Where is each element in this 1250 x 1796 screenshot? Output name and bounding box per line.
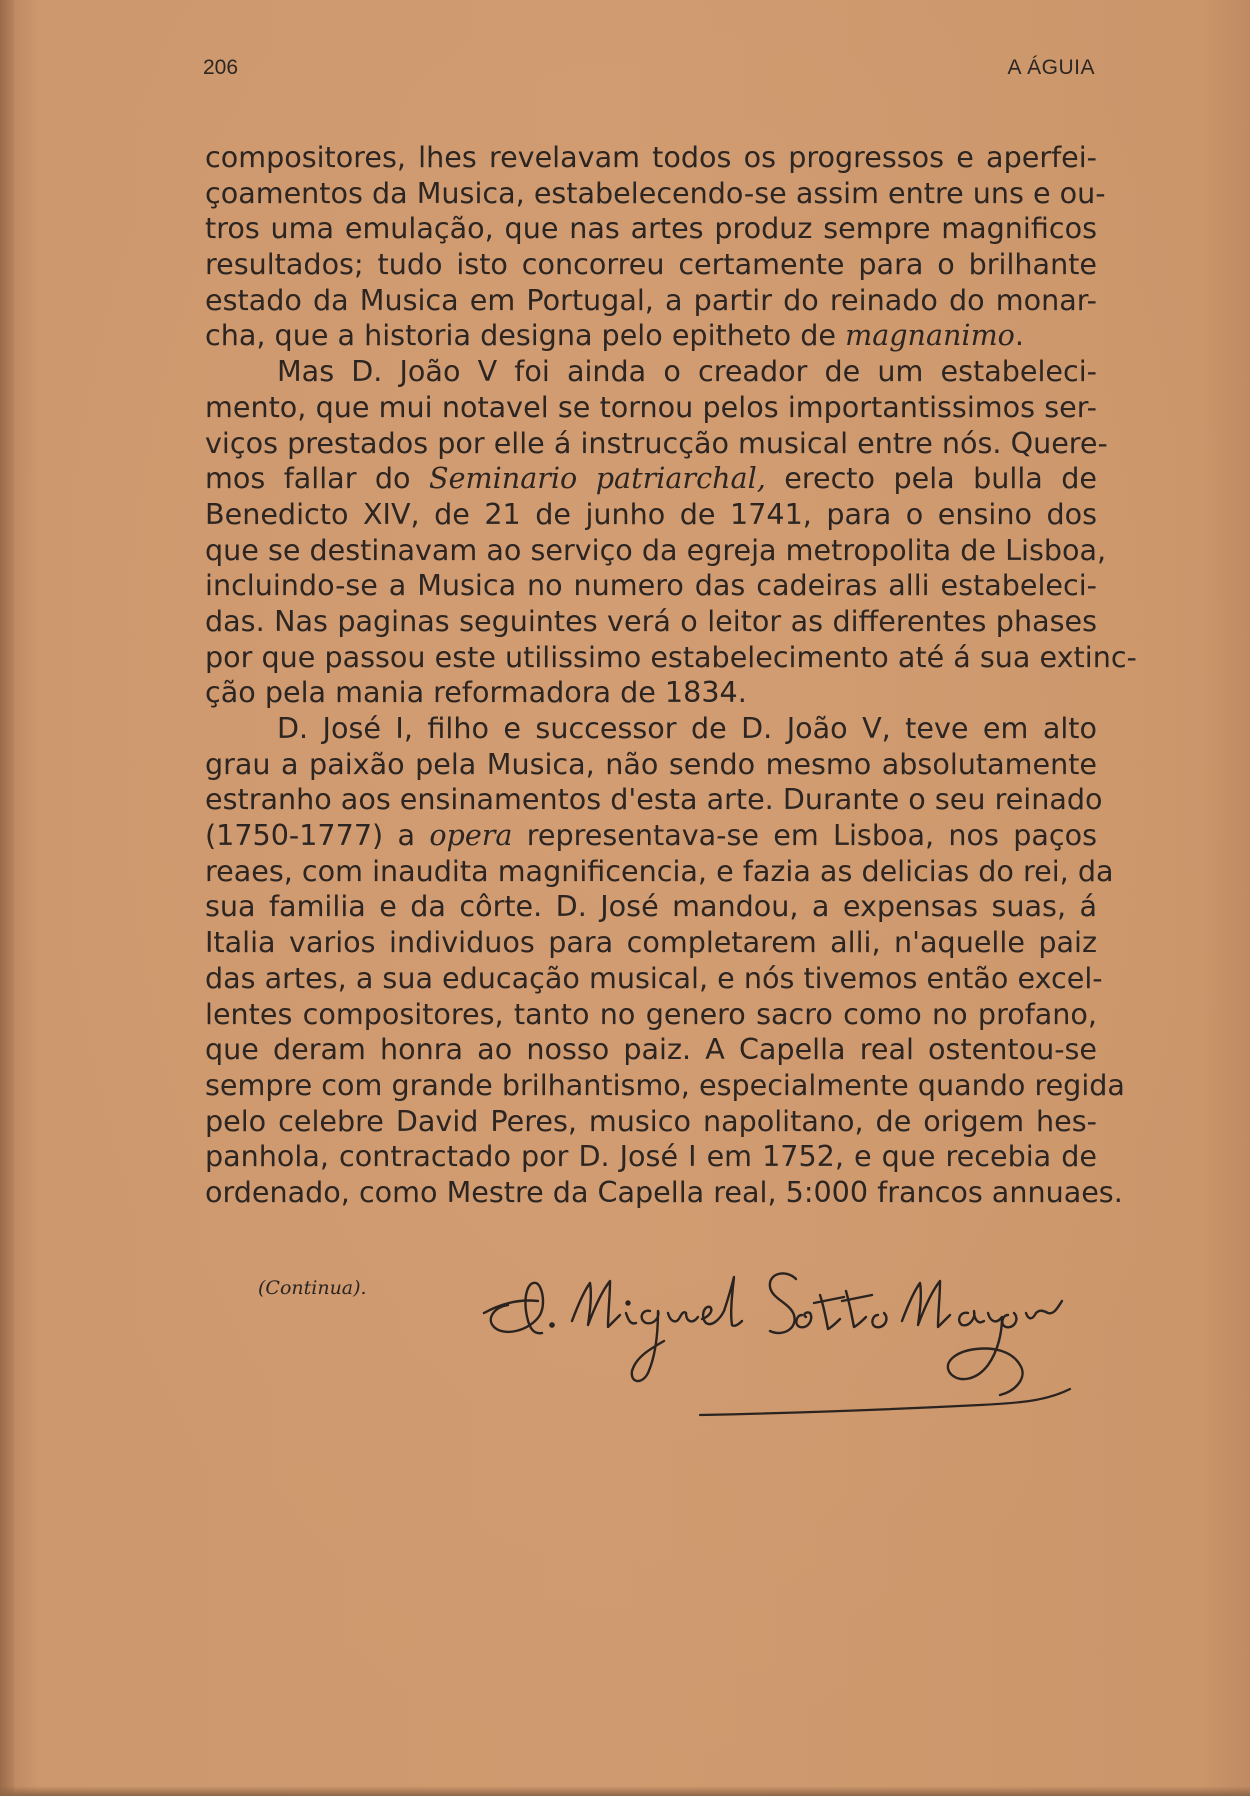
text-line: que deram honra ao nosso paiz. A Capella real ostentou-se — [205, 1032, 1097, 1067]
continua-note: (Continua). — [258, 1277, 367, 1299]
page-number: 206 — [203, 56, 239, 79]
text-line: compositores, lhes revelavam todos os progressos e aperfei- — [205, 140, 1097, 174]
body-text — [205, 140, 1137, 1211]
text-line: D. José I, filho e successor de D. João V, teve em alto — [277, 711, 1097, 745]
italic-word: magnanimo — [845, 318, 1015, 353]
page-edge-shadow — [0, 0, 14, 1796]
text-line: viços prestados por elle á instrucção musical entre nós. Quere- — [205, 425, 1108, 460]
text-line: por que passou este utilissimo estabelecimento até á sua extinc- — [205, 639, 1137, 674]
text-line: panhola, contractado por D. José I em 1752, e que recebia de — [205, 1139, 1097, 1174]
text-line: Mas D. João V foi ainda o creador de um estabeleci- — [277, 354, 1097, 389]
text-line: estado da Musica em Portugal, a partir do reinado do monar- — [205, 282, 1097, 317]
text-line: tros uma emulação, que nas artes produz sempre magnificos — [205, 211, 1097, 246]
page-bottom-shadow — [0, 1786, 1250, 1796]
text-line: sempre com grande brilhantismo, especialmente quando regida — [205, 1067, 1125, 1102]
text-line: reaes, com inaudita magnificencia, e fazia as delicias do rei, da — [205, 853, 1114, 888]
text-line — [205, 818, 1097, 854]
text-line: das. Nas paginas seguintes verá o leitor as differentes phases — [205, 603, 1097, 638]
text-line: ção pela mania reformadora de 1834. — [205, 675, 747, 710]
text-line: pelo celebre David Peres, musico napolitano, de origem hes- — [205, 1103, 1097, 1138]
text-line: ordenado, como Mestre da Capella real, 5:000 francos annuaes. — [205, 1174, 1123, 1209]
text-segment: . — [1014, 318, 1024, 353]
text-line — [205, 318, 1097, 354]
text-segment: cha, que a historia designa pelo epitheto de — [205, 318, 846, 353]
running-title: A ÁGUIA — [1007, 56, 1095, 79]
text-segment: representava-se em Lisboa, nos paços — [512, 818, 1097, 853]
text-line: Italia varios individuos para completarem alli, n'aquelle paiz — [205, 925, 1097, 960]
page-header — [203, 56, 1095, 86]
italic-word: opera — [429, 818, 513, 853]
handwritten-signature — [480, 1255, 1100, 1425]
text-line: çoamentos da Musica, estabelecendo-se assim entre uns e ou- — [205, 175, 1106, 210]
text-segment: (1750-1777) a — [205, 818, 430, 853]
text-line: estranho aos ensinamentos d'esta arte. Durante o seu reinado — [205, 782, 1103, 817]
text-line: lentes compositores, tanto no genero sacro como no profano, — [205, 996, 1097, 1031]
text-line — [205, 461, 1097, 497]
text-segment: erecto pela bulla de — [765, 461, 1097, 496]
text-line: Benedicto XIV, de 21 de junho de 1741, para o ensino dos — [205, 496, 1097, 531]
text-line: incluindo-se a Musica no numero das cadeiras alli estabeleci- — [205, 568, 1097, 603]
text-line: grau a paixão pela Musica, não sendo mesmo absolutamente — [205, 746, 1097, 781]
text-segment: mos fallar do — [205, 461, 430, 496]
text-line: que se destinavam ao serviço da egreja metropolita de Lisboa, — [205, 532, 1107, 567]
text-line: das artes, a sua educação musical, e nós tivemos então excel- — [205, 960, 1103, 995]
text-line: sua familia e da côrte. D. José mandou, a expensas suas, á — [205, 889, 1097, 924]
text-line: mento, que mui notavel se tornou pelos importantissimos ser- — [205, 389, 1097, 424]
italic-title: Seminario patriarchal, — [429, 461, 766, 496]
text-line: resultados; tudo isto concorreu certamente para o brilhante — [205, 247, 1097, 282]
